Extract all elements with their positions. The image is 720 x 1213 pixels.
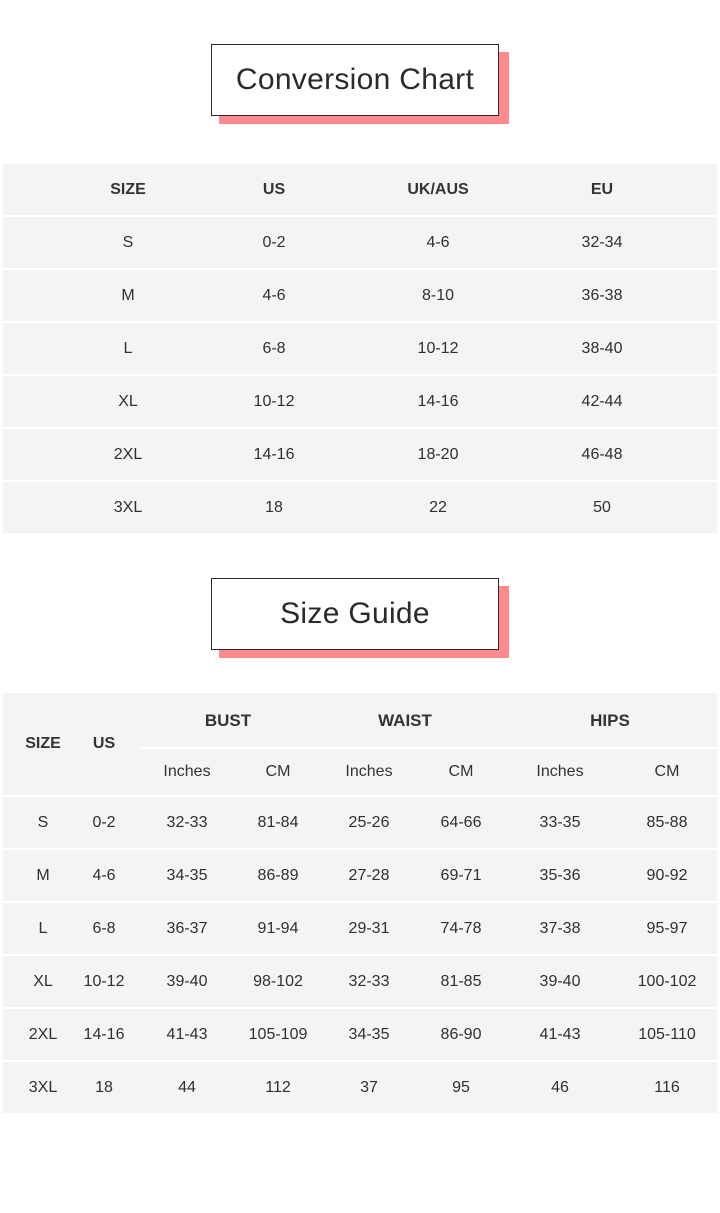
- cell-hips-cm: 116: [654, 1078, 680, 1096]
- cell-hips-inches: 46: [551, 1078, 569, 1096]
- table-row: [3, 270, 717, 323]
- cell-us: 4-6: [92, 866, 116, 884]
- cell-waist-inches: 34-35: [348, 1025, 390, 1043]
- header-hips: HIPS: [590, 710, 630, 730]
- cell-size: 3XL: [28, 1078, 58, 1096]
- table-row: [3, 903, 717, 956]
- subheader-bust-inches: Inches: [163, 763, 211, 780]
- header-waist: WAIST: [378, 710, 432, 730]
- cell-size: L: [123, 339, 133, 357]
- cell-hips-cm: 85-88: [646, 813, 688, 831]
- cell-uk-aus: 22: [429, 498, 447, 516]
- cell-waist-inches: 25-26: [348, 813, 390, 831]
- cell-hips-inches: 37-38: [539, 919, 581, 937]
- cell-size: 2XL: [28, 1025, 58, 1043]
- cell-us: 14-16: [253, 445, 295, 463]
- cell-hips-cm: 105-110: [638, 1025, 696, 1043]
- header-uk-aus: UK/AUS: [407, 180, 469, 198]
- cell-hips-cm: 100-102: [637, 972, 697, 990]
- cell-hips-inches: 33-35: [539, 813, 581, 831]
- cell-waist-inches: 27-28: [348, 866, 390, 884]
- cell-hips-inches: 35-36: [539, 866, 581, 884]
- cell-size: L: [38, 919, 48, 937]
- cell-size: 3XL: [113, 498, 143, 516]
- subheader-hips-cm: CM: [654, 763, 680, 780]
- cell-bust-cm: 81-84: [257, 813, 299, 831]
- header-eu: EU: [590, 180, 614, 198]
- cell-eu: 46-48: [581, 445, 623, 463]
- cell-us: 10-12: [253, 392, 295, 410]
- cell-size: XL: [33, 972, 53, 990]
- size-guide-title: Size Guide: [211, 578, 499, 650]
- cell-waist-cm: 81-85: [440, 972, 482, 990]
- cell-us: 6-8: [262, 339, 286, 357]
- cell-hips-cm: 90-92: [646, 866, 688, 884]
- cell-bust-inches: 39-40: [166, 972, 208, 990]
- cell-us: 18: [95, 1078, 113, 1096]
- cell-uk-aus: 4-6: [426, 233, 450, 251]
- conversion-chart-title: Conversion Chart: [211, 44, 499, 116]
- subheader-bust-cm: CM: [265, 763, 291, 780]
- cell-us: 10-12: [83, 972, 125, 990]
- cell-waist-cm: 95: [452, 1078, 470, 1096]
- cell-us: 14-16: [83, 1025, 125, 1043]
- table-row: [3, 376, 717, 429]
- cell-waist-cm: 86-90: [440, 1025, 482, 1043]
- cell-waist-cm: 69-71: [440, 866, 482, 884]
- cell-uk-aus: 8-10: [421, 286, 455, 304]
- cell-size: M: [121, 286, 135, 304]
- size-guide-header: [3, 693, 717, 797]
- cell-bust-inches: 34-35: [166, 866, 208, 884]
- table-row: [3, 217, 717, 270]
- cell-eu: 42-44: [581, 392, 623, 410]
- cell-us: 0-2: [262, 233, 286, 251]
- cell-waist-cm: 64-66: [440, 813, 482, 831]
- cell-uk-aus: 10-12: [417, 339, 459, 357]
- table-row: [3, 956, 717, 1009]
- cell-bust-cm: 86-89: [257, 866, 299, 884]
- conversion-header-row: [3, 164, 717, 217]
- subheader-waist-inches: Inches: [345, 763, 393, 780]
- header-size: SIZE: [110, 180, 146, 198]
- cell-waist-cm: 74-78: [440, 919, 482, 937]
- header-us: US: [262, 180, 286, 198]
- header-bust: BUST: [204, 710, 252, 730]
- cell-size: S: [37, 813, 49, 831]
- cell-bust-inches: 32-33: [166, 813, 208, 831]
- table-row: [3, 850, 717, 903]
- cell-hips-inches: 41-43: [539, 1025, 581, 1043]
- cell-us: 4-6: [262, 286, 286, 304]
- table-row: [3, 482, 717, 533]
- cell-waist-inches: 37: [360, 1078, 378, 1096]
- header-size: SIZE: [25, 735, 61, 752]
- cell-eu: 50: [593, 498, 611, 516]
- cell-bust-inches: 36-37: [166, 919, 208, 937]
- cell-eu: 32-34: [581, 233, 623, 251]
- subheader-hips-inches: Inches: [536, 763, 584, 780]
- cell-uk-aus: 14-16: [417, 392, 459, 410]
- cell-size: 2XL: [113, 445, 143, 463]
- cell-bust-cm: 98-102: [253, 972, 303, 990]
- table-row: [3, 323, 717, 376]
- cell-hips-inches: 39-40: [539, 972, 581, 990]
- cell-us: 18: [265, 498, 283, 516]
- cell-us: 0-2: [92, 813, 116, 831]
- cell-waist-inches: 29-31: [348, 919, 390, 937]
- table-row: [3, 1009, 717, 1062]
- conversion-title-block: [211, 44, 501, 116]
- cell-hips-cm: 95-97: [646, 919, 688, 937]
- cell-bust-inches: 44: [178, 1078, 196, 1096]
- size-guide-title-block: [211, 578, 501, 650]
- cell-bust-cm: 91-94: [257, 919, 299, 937]
- header-divider: [141, 747, 717, 749]
- table-row: [3, 1062, 717, 1113]
- cell-waist-inches: 32-33: [348, 972, 390, 990]
- subheader-waist-cm: CM: [448, 763, 474, 780]
- cell-bust-cm: 112: [265, 1078, 291, 1096]
- table-row: [3, 797, 717, 850]
- header-us: US: [92, 735, 116, 752]
- cell-size: M: [36, 866, 50, 884]
- size-guide-table: [3, 693, 717, 1113]
- cell-size: XL: [118, 392, 138, 410]
- cell-bust-cm: 105-109: [248, 1025, 308, 1043]
- table-row: [3, 429, 717, 482]
- cell-size: S: [122, 233, 134, 251]
- cell-eu: 38-40: [581, 339, 623, 357]
- conversion-table: [3, 164, 717, 533]
- cell-uk-aus: 18-20: [417, 445, 459, 463]
- cell-us: 6-8: [92, 919, 116, 937]
- cell-bust-inches: 41-43: [166, 1025, 208, 1043]
- cell-eu: 36-38: [581, 286, 623, 304]
